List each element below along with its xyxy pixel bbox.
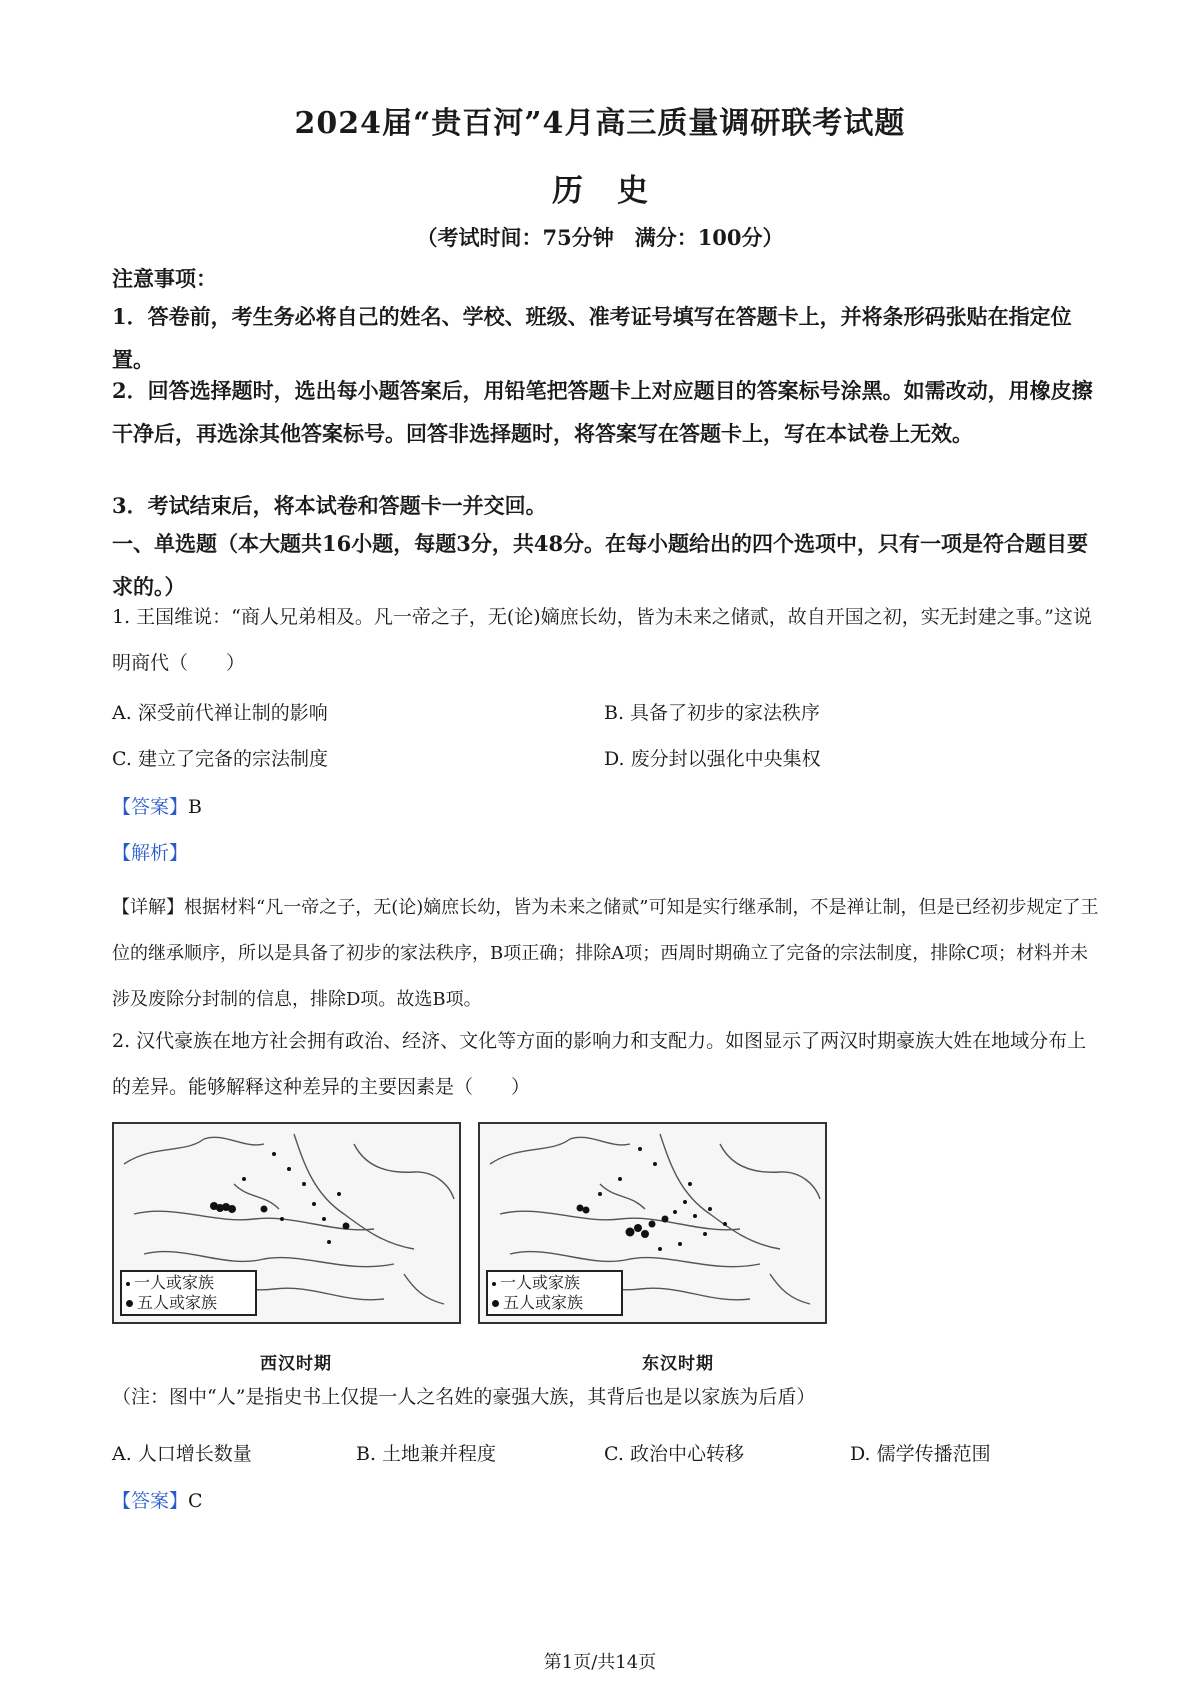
question-1-option-b: B. 具备了初步的家法秩序 bbox=[604, 702, 821, 724]
exam-title: 2024届“贵百河”4月高三质量调研联考试题 bbox=[294, 106, 906, 141]
question-2-option-b: B. 土地兼并程度 bbox=[356, 1443, 497, 1465]
question-1-detail bbox=[112, 885, 1102, 1023]
legend-label: 一人或家族 bbox=[134, 1273, 215, 1292]
question-2-option-d: D. 儒学传播范围 bbox=[850, 1443, 991, 1465]
analysis-tag: 【解析】 bbox=[112, 842, 189, 864]
legend-label: 五人或家族 bbox=[137, 1293, 218, 1312]
legend-row-five bbox=[126, 1293, 251, 1313]
small-dot-icon bbox=[492, 1282, 496, 1286]
map-western-han bbox=[112, 1122, 461, 1324]
answer-value: C bbox=[188, 1490, 203, 1512]
page-footer: 第1页/共14页 bbox=[543, 1652, 657, 1673]
answer-tag: 【答案】 bbox=[112, 1490, 189, 1512]
question-1-option-c: C. 建立了完备的宗法制度 bbox=[112, 748, 328, 770]
question-2-note: （注：图中“人”是指史书上仅提一人之名姓的豪强大族，其背后也是以家族为后盾） bbox=[112, 1386, 816, 1408]
question-2-option-c: C. 政治中心转移 bbox=[604, 1443, 744, 1465]
map-eastern-han-dots bbox=[577, 1147, 728, 1251]
map-eastern-han bbox=[478, 1122, 827, 1324]
legend-row-one bbox=[126, 1273, 251, 1293]
detail-tag: 【详解】 bbox=[112, 897, 184, 918]
map-caption-western-han: 西汉时期 bbox=[260, 1354, 332, 1374]
map-legend bbox=[120, 1270, 257, 1316]
answer-tag: 【答案】 bbox=[112, 796, 189, 818]
question-1-stem: 1. 王国维说：“商人兄弟相及。凡一帝之子，无(论)嫡庶长幼，皆为未来之储贰，故自开国之初，实无封建之事。”这说明商代（ ） bbox=[112, 606, 1092, 674]
large-dot-icon bbox=[126, 1300, 133, 1307]
small-dot-icon bbox=[126, 1282, 130, 1286]
detail-text: 根据材料“凡一帝之子，无(论)嫡庶长幼，皆为未来之储贰”可知是实行继承制，不是禅让制，但是已经初步规定了王位的继承顺序，所以是具备了初步的家法秩序，B项正确；排除A项；西周时期确立了完备的宗法制度，排除C项；材料并未涉及废除分封制的信息，排除D项。故选B项。 bbox=[112, 897, 1099, 1010]
question-2-option-a: A. 人口增长数量 bbox=[112, 1443, 252, 1465]
subject-title: 历史 bbox=[552, 173, 682, 209]
exam-meta: （考试时间：75分钟 满分：100分） bbox=[416, 225, 784, 250]
legend-row-five bbox=[492, 1293, 617, 1313]
question-2-stem: 2. 汉代豪族在地方社会拥有政治、经济、文化等方面的影响力和支配力。如图显示了两汉时期豪族大姓在地域分布上的差异。能够解释这种差异的主要因素是（ ） bbox=[112, 1030, 1087, 1098]
notice-item: 1．答卷前，考生务必将自己的姓名、学校、班级、准考证号填写在答题卡上，并将条形码张贴在指定位置。 bbox=[112, 304, 1072, 372]
legend-label: 五人或家族 bbox=[503, 1293, 584, 1312]
map-caption-eastern-han: 东汉时期 bbox=[642, 1354, 714, 1374]
notice-item: 2．回答选择题时，选出每小题答案后，用铅笔把答题卡上对应题目的答案标号涂黑。如需改动，用橡皮擦干净后，再选涂其他答案标号。回答非选择题时，将答案写在答题卡上，写在本试卷上无效。 bbox=[112, 378, 1093, 446]
notice-heading: 注意事项： bbox=[112, 266, 217, 291]
legend-label: 一人或家族 bbox=[500, 1273, 581, 1292]
legend-row-one bbox=[492, 1273, 617, 1293]
section-heading: 一、单选题（本大题共16小题，每题3分，共48分。在每小题给出的四个选项中，只有一项是符合题目要求的。） bbox=[112, 531, 1089, 599]
question-1-answer bbox=[112, 794, 202, 820]
question-1-option-d: D. 废分封以强化中央集权 bbox=[604, 748, 821, 770]
large-dot-icon bbox=[492, 1300, 499, 1307]
map-legend bbox=[486, 1270, 623, 1316]
question-2-answer bbox=[112, 1488, 203, 1514]
answer-value: B bbox=[188, 796, 202, 818]
question-1-option-a: A. 深受前代禅让制的影响 bbox=[112, 702, 328, 724]
notice-item: 3．考试结束后，将本试卷和答题卡一并交回。 bbox=[112, 493, 547, 518]
question-1-analysis bbox=[112, 840, 188, 866]
map-western-han-dots bbox=[210, 1152, 350, 1244]
